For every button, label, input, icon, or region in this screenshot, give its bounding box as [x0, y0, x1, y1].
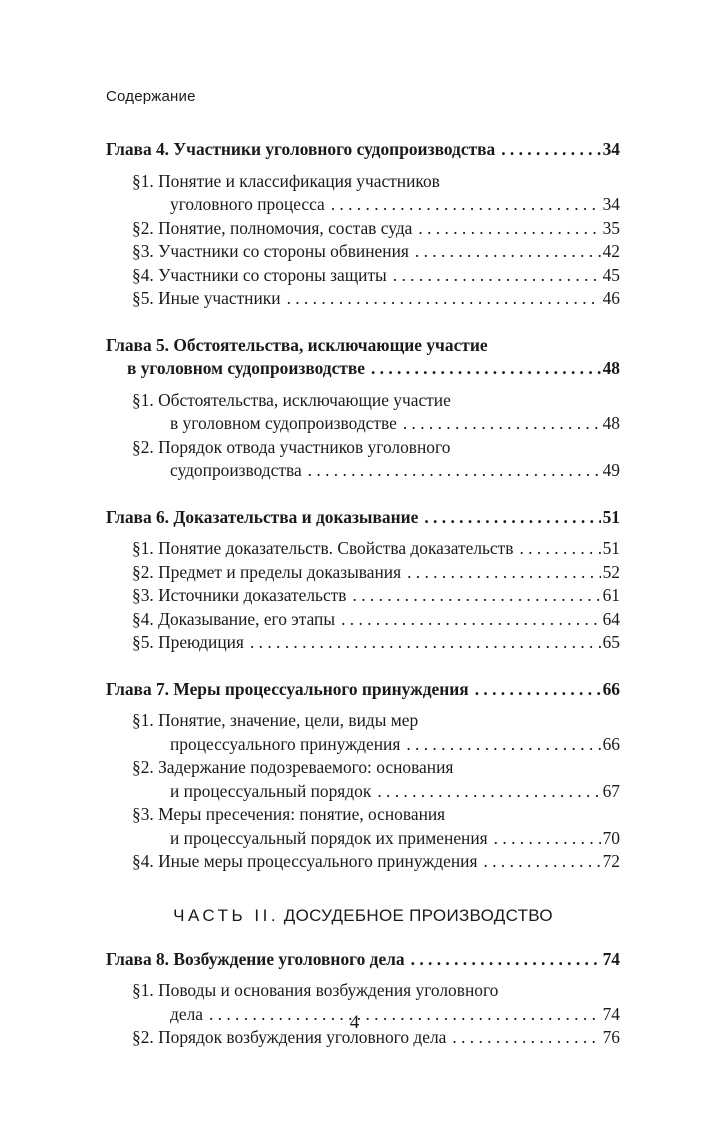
section-title: §1. Понятие и классификация участников	[132, 170, 440, 191]
chapter-4-heading[interactable]	[106, 138, 620, 162]
toc-entry[interactable]	[106, 584, 620, 608]
dot-leader	[250, 631, 601, 655]
page-number: 52	[602, 561, 620, 582]
section-title: §1. Понятие, значение, цели, виды мер	[132, 710, 419, 730]
chapter-title-continued: в уголовном судопроизводстве	[127, 358, 365, 378]
part-title: ДОСУДЕБНОЕ ПРОИЗВОДСТВО	[283, 905, 553, 925]
section-title-continued: уголовного процесса	[170, 194, 325, 214]
section-title: §4. Участники со стороны защиты	[132, 264, 387, 285]
toc-entry-line-1[interactable]	[106, 979, 620, 1003]
toc-entry[interactable]	[106, 631, 620, 655]
dot-leader	[411, 948, 601, 972]
chapter-title: Глава 5. Обстоятельства, исключающие участие	[106, 334, 488, 355]
chapter-title: Глава 6. Доказательства и доказывание	[106, 506, 419, 527]
dot-leader	[393, 264, 601, 288]
toc-entry-line-2[interactable]	[106, 459, 620, 483]
section-title: §3. Участники со стороны обвинения	[132, 241, 409, 261]
dot-leader	[341, 608, 601, 632]
toc-entry-line-1[interactable]	[106, 756, 620, 780]
chapter-5-heading-line-1[interactable]	[106, 334, 620, 358]
page-number: 49	[602, 460, 620, 480]
dot-leader	[308, 459, 601, 483]
dot-leader	[403, 412, 601, 436]
section-title-continued: судопроизводства	[170, 460, 302, 480]
section-title: §2. Порядок возбуждения уголовного дела	[132, 1027, 447, 1047]
chapter-6-heading[interactable]	[106, 506, 620, 530]
toc-entry[interactable]	[106, 537, 620, 561]
section-title-continued: процессуального принуждения	[170, 733, 401, 754]
page-number: 64	[602, 608, 620, 629]
page-number: 46	[602, 288, 620, 308]
section-title: §3. Источники доказательств	[132, 585, 347, 605]
toc-entry-line-2[interactable]	[106, 733, 620, 757]
dot-leader	[407, 561, 601, 585]
part-heading[interactable]	[106, 904, 620, 928]
dot-leader	[406, 733, 600, 757]
dot-leader	[501, 138, 600, 162]
toc-entry-line-1[interactable]	[106, 803, 620, 827]
page-number: 48	[602, 413, 620, 433]
chapter-5-heading-line-2[interactable]	[106, 357, 620, 381]
dot-leader	[287, 287, 601, 311]
section-list	[106, 170, 620, 311]
page-number: 45	[602, 264, 620, 285]
page-number: 72	[602, 851, 620, 871]
section-title: §1. Обстоятельства, исключающие участие	[132, 389, 451, 410]
section-title: §1. Поводы и основания возбуждения уголовного	[132, 980, 499, 1000]
dot-leader	[415, 240, 601, 264]
page-number: 76	[602, 1027, 620, 1047]
dot-leader	[371, 357, 601, 381]
running-head: Содержание	[106, 88, 196, 105]
dot-leader	[353, 584, 601, 608]
section-title: §2. Понятие, полномочия, состав суда	[132, 217, 413, 238]
dot-leader	[331, 193, 601, 217]
chapter-title: Глава 7. Меры процессуального принуждения	[106, 678, 469, 699]
part-label: ЧАСТЬ II.	[173, 905, 280, 925]
dot-leader	[475, 678, 601, 702]
chapter-4-block	[106, 138, 620, 311]
page-number: 51	[602, 538, 620, 558]
toc-entry[interactable]	[106, 561, 620, 585]
page-number: 65	[602, 632, 620, 652]
chapter-7-heading[interactable]	[106, 678, 620, 702]
toc-entry[interactable]	[106, 217, 620, 241]
toc-entry[interactable]	[106, 240, 620, 264]
toc-entry-line-1[interactable]	[106, 709, 620, 733]
section-title-continued: и процессуальный порядок их применения	[170, 827, 488, 848]
toc-entry-line-1[interactable]	[106, 389, 620, 413]
page-number: 66	[602, 733, 620, 754]
section-title: §2. Предмет и пределы доказывания	[132, 561, 402, 582]
section-title: §5. Преюдиция	[132, 632, 244, 652]
chapter-7-block	[106, 678, 620, 874]
toc-entry[interactable]	[106, 264, 620, 288]
section-title: §5. Иные участники	[132, 288, 281, 308]
dot-leader	[424, 506, 600, 530]
toc-entry-line-1[interactable]	[106, 170, 620, 194]
section-title-continued: в уголовном судопроизводстве	[170, 413, 397, 433]
page-number: 48	[602, 358, 620, 378]
page-number: 74	[602, 1003, 620, 1024]
page-number: 34	[602, 139, 620, 159]
chapter-8-block	[106, 948, 620, 1050]
chapter-title: Глава 8. Возбуждение уголовного дела	[106, 948, 405, 969]
section-title: §4. Доказывание, его этапы	[132, 608, 336, 629]
section-title-continued: дела	[170, 1003, 203, 1024]
dot-leader	[484, 850, 601, 874]
page-number: 34	[602, 194, 620, 214]
page-number: 61	[602, 585, 620, 605]
chapter-6-block	[106, 506, 620, 655]
dot-leader	[377, 780, 600, 804]
section-title: §4. Иные меры процессуального принуждения	[132, 851, 478, 871]
toc-entry-line-2[interactable]	[106, 827, 620, 851]
section-list	[106, 537, 620, 655]
page-number: 51	[602, 506, 620, 527]
toc-entry[interactable]	[106, 850, 620, 874]
toc-entry-line-1[interactable]	[106, 436, 620, 460]
section-title: §2. Порядок отвода участников уголовного	[132, 436, 451, 457]
dot-leader	[519, 537, 600, 561]
dot-leader	[494, 827, 601, 851]
toc-entry-line-2[interactable]	[106, 780, 620, 804]
page-number: 66	[602, 678, 620, 699]
toc-entry-line-2[interactable]	[106, 412, 620, 436]
page-number: 74	[602, 948, 620, 969]
section-title: §3. Меры пресечения: понятие, основания	[132, 804, 446, 824]
section-title: §1. Понятие доказательств. Свойства доказательств	[132, 538, 514, 558]
dot-leader	[418, 217, 600, 241]
section-title-continued: и процессуальный порядок	[170, 780, 372, 801]
page-folio: 4	[349, 1012, 360, 1033]
section-title: §2. Задержание подозреваемого: основания	[132, 757, 454, 777]
section-list	[106, 709, 620, 874]
toc-entry-line-2[interactable]	[106, 193, 620, 217]
chapter-5-block	[106, 334, 620, 483]
toc-entry[interactable]	[106, 287, 620, 311]
page-number: 70	[602, 827, 620, 848]
page-number: 67	[602, 780, 620, 801]
table-of-contents	[106, 138, 620, 1050]
chapter-8-heading[interactable]	[106, 948, 620, 972]
page-number: 35	[602, 217, 620, 238]
chapter-title: Глава 4. Участники уголовного судопроизводства	[106, 139, 496, 159]
toc-entry[interactable]	[106, 608, 620, 632]
page-number: 42	[602, 241, 620, 261]
section-list	[106, 389, 620, 483]
